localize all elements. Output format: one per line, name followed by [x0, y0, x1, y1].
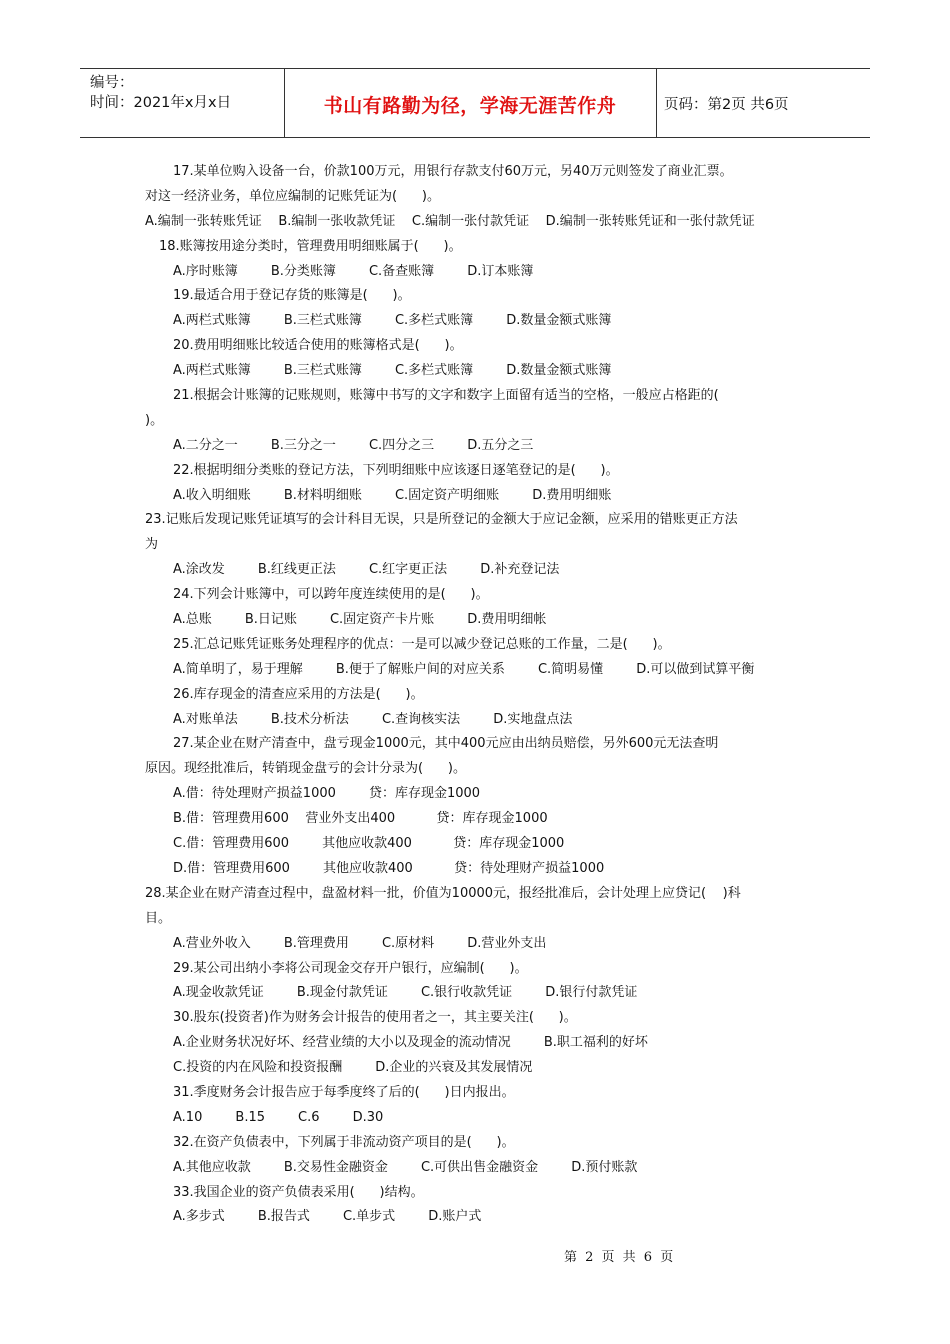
header-divider-right [656, 69, 657, 137]
text-line: A.企业财务状况好坏、经营业绩的大小以及现金的流动情况 B.职工福利的好坏 [173, 1035, 648, 1051]
text-line: C.借：管理费用600 其他应收款400 贷：库存现金1000 [173, 836, 565, 852]
text-line: A.营业外收入 B.管理费用 C.原材料 D.营业外支出 [173, 935, 547, 951]
text-line: A.简单明了，易于理解 B.便于了解账户间的对应关系 C.简明易懂 D.可以做到试算平衡 [173, 661, 755, 677]
header-meta [90, 73, 231, 113]
number-label: 编号： [90, 75, 134, 91]
text-line: A.多步式 B.报告式 C.单步式 D.账户式 [173, 1209, 482, 1225]
document-body [145, 160, 815, 1230]
text-line: A.10 B.15 C.6 D.30 [173, 1109, 384, 1125]
text-line: 为 [145, 537, 159, 553]
text-line: )。 [145, 412, 164, 428]
text-line: 17.某单位购入设备一台，价款100万元，用银行存款支付60万元，另40万元则签发了商业汇票。 [173, 164, 733, 179]
text-line: A.序时账簿 B.分类账簿 C.备查账簿 D.订本账簿 [173, 263, 534, 279]
text-line: 33.我国企业的资产负债表采用( )结构。 [173, 1184, 424, 1200]
text-line: 22.根据明细分类账的登记方法，下列明细账中应该逐日逐笔登记的是( )。 [173, 462, 619, 478]
text-line: 21.根据会计账簿的记账规则，账簿中书写的文字和数字上面留有适当的空格，一般应占格距的( [173, 388, 719, 404]
text-line: A.总账 B.日记账 C.固定资产卡片账 D.费用明细帐 [173, 612, 547, 628]
text-line: A.两栏式账簿 B.三栏式账簿 C.多栏式账簿 D.数量金额式账簿 [173, 363, 612, 379]
text-line: A.借：待处理财产损益1000 贷：库存现金1000 [173, 786, 481, 802]
text-line: A.其他应收款 B.交易性金融资金 C.可供出售金融资金 D.预付账款 [173, 1159, 638, 1175]
text-line: 19.最适合用于登记存货的账簿是( )。 [173, 288, 411, 304]
text-line: A.收入明细账 B.材料明细账 C.固定资产明细账 D.费用明细账 [173, 487, 612, 503]
page-header [80, 68, 870, 138]
header-motto: 书山有路勤为径，学海无涯苦作舟 [323, 95, 617, 117]
text-line: A.涂改发 B.红线更正法 C.红字更正法 D.补充登记法 [173, 562, 560, 578]
text-line: 20.费用明细账比较适合使用的账簿格式是( )。 [173, 338, 463, 354]
text-line: 对这一经济业务，单位应编制的记账凭证为( )。 [145, 188, 440, 204]
text-line: 23.记账后发现记账凭证填写的会计科目无误，只是所登记的金额大于应记金额，应采用的错账更正方法 [145, 512, 738, 528]
text-line: A.二分之一 B.三分之一 C.四分之三 D.五分之三 [173, 437, 534, 453]
text-line: 31.季度财务会计报告应于每季度终了后的( )日内报出。 [173, 1084, 515, 1100]
text-line: A.现金收款凭证 B.现金付款凭证 C.银行收款凭证 D.银行付款凭证 [173, 985, 638, 1001]
text-line: 30.股东(投资者)作为财务会计报告的使用者之一，其主要关注( )。 [173, 1010, 577, 1026]
text-line: B.借：管理费用600 营业外支出400 贷：库存现金1000 [173, 811, 548, 827]
time-label: 时间：2021年x月x日 [90, 95, 232, 111]
text-line: A.对账单法 B.技术分析法 C.查询核实法 D.实地盘点法 [173, 711, 573, 727]
text-line: 28.某企业在财产清查过程中，盘盈材料一批，价值为10000元，报经批准后，会计处理上应贷记( )科 [145, 885, 741, 901]
text-line: 原因。现经批准后，转销现金盘亏的会计分录为( )。 [145, 761, 466, 777]
text-line: C.投资的内在风险和投资报酬 D.企业的兴衰及其发展情况 [173, 1060, 533, 1076]
text-line: 27.某企业在财产清查中，盘亏现金1000元，其中400元应由出纳员赔偿，另外600元无法查明 [173, 736, 719, 752]
text-line: 18.账簿按用途分类时，管理费用明细账属于( )。 [159, 238, 462, 254]
text-line: 26.库存现金的清查应采用的方法是( )。 [173, 686, 424, 702]
text-line: 32.在资产负债表中，下列属于非流动资产项目的是( )。 [173, 1134, 515, 1150]
text-line: 29.某公司出纳小李将公司现金交存开户银行，应编制( )。 [173, 960, 528, 976]
header-page-number: 页码：第2页 共6页 [664, 97, 789, 113]
text-line: D.借：管理费用600 其他应收款400 贷：待处理财产损益1000 [173, 860, 605, 876]
text-line: 24.下列会计账簿中，可以跨年度连续使用的是( )。 [173, 587, 489, 603]
text-line: 25.汇总记账凭证账务处理程序的优点：一是可以减少登记总账的工作量，二是( )。 [173, 636, 671, 652]
text-line: A.两栏式账簿 B.三栏式账簿 C.多栏式账簿 D.数量金额式账簿 [173, 313, 612, 329]
page-footer: 第 2 页 共 6 页 [564, 1250, 674, 1265]
text-line: A.编制一张转账凭证 B.编制一张收款凭证 C.编制一张付款凭证 D.编制一张转账凭证和一张付款凭证 [145, 213, 755, 229]
text-line: 目。 [145, 910, 172, 926]
